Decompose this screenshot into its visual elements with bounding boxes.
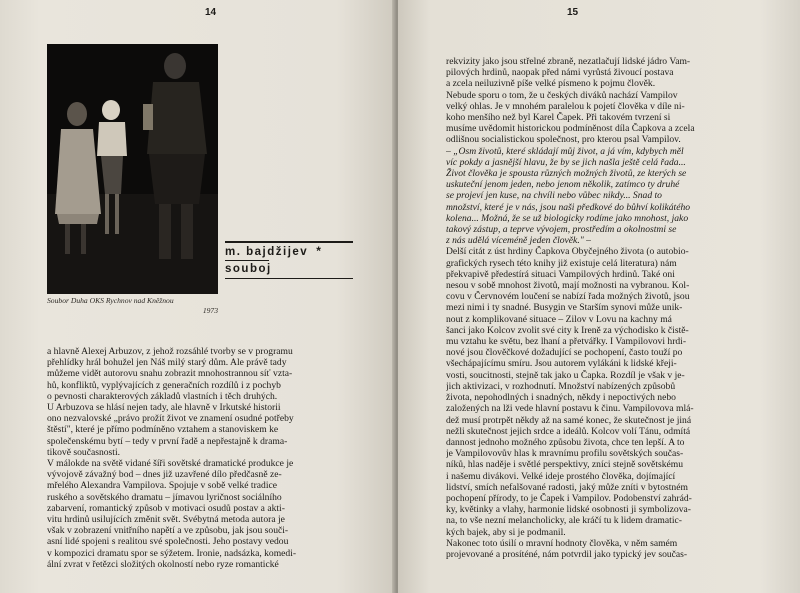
text-line: můžeme vidět autorovu snahu zobrazit mnohostrannou síť vzta- bbox=[47, 368, 293, 380]
text-line: šanci jako Kolcov zvolit své city k Ireně za východisko k čistě- bbox=[446, 324, 689, 336]
title-author-line bbox=[225, 243, 353, 260]
text-line: covu v Červnovém loučení se nabízí řada možných životů, jsou bbox=[446, 291, 690, 303]
text-line: dannost jednoho možného způsobu života, chce ten lepší. A to bbox=[446, 436, 685, 448]
text-line: společenskému bytí – tedy v první řadě a nepřestajně k drama- bbox=[47, 435, 288, 447]
text-line: koho menšího než byl Karel Čapek. Při takovém tvrzení si bbox=[446, 112, 671, 124]
caption-year: 1973 bbox=[202, 306, 218, 315]
text-line: pochopení přírody, to je Čapek i Vampilov. Podobenství zahrád- bbox=[446, 492, 692, 504]
text-line: zabarvení, romantický způsob v motivaci osudů postav a akti- bbox=[47, 502, 285, 514]
text-line: přehlídky hrál bohužel jen Náš milý starý dům. Ale právě tady bbox=[47, 357, 287, 369]
page-number-left: 14 bbox=[205, 7, 217, 18]
text-line: odlišnou socialistickou společnost, pro kterou psal Vampilov. bbox=[446, 134, 681, 146]
text-line: Nakonec toto úsilí o mravní hodnoty člověka, v něm samém bbox=[446, 537, 678, 549]
text-line: Delší citát z úst hrdiny Čapkova Obyčejného života (o autobio- bbox=[446, 246, 689, 258]
text-line: a hlavně Alexej Arbuzov, z jehož rozsáhlé tvorby se v programu bbox=[47, 346, 293, 357]
text-line: Nebude sporu o tom, že u českých diváků nachází Vampilov bbox=[446, 89, 678, 101]
text-line: V málokde na světě vidané šíři sovětské dramatické produkce je bbox=[47, 458, 294, 470]
text-line: všechápajícímu smíru. Jsou autorem vylákáni k lidské křeji- bbox=[446, 358, 677, 370]
right-page-text bbox=[446, 56, 780, 560]
play-title-box bbox=[225, 241, 353, 279]
text-line: projevované a prosíténé, nám potvrdil jako typický jev součas- bbox=[446, 548, 688, 560]
text-line: nežli skutečnost jejich srdce a ideálů. Kolcov volí Tánu, odmítá bbox=[446, 425, 691, 437]
star-icon: * bbox=[316, 244, 323, 258]
text-line: tikově současnosti. bbox=[47, 446, 121, 458]
right-page bbox=[398, 0, 800, 593]
text-line: založených na lži vede hlavní postavu k činu. Vampilovova mlá- bbox=[446, 403, 694, 415]
theatre-photo bbox=[47, 44, 218, 294]
text-line: vývojově závažný bod – dnes již uzavřené dílo předčasně ze- bbox=[47, 469, 282, 481]
text-line: U Arbuzova se hlásí nejen tady, ale hlavně v Irkutské historii bbox=[47, 402, 281, 414]
left-page bbox=[0, 0, 396, 593]
text-line: jich aktivizaci, v rozhodnutí. Množství nabízených způsobů bbox=[446, 380, 676, 392]
text-line: Život člověka je spousta různých možných životů, ze kterých se bbox=[446, 168, 687, 180]
text-line: nout z komplikované situace – Zilov v Lovu na kachny má bbox=[446, 313, 672, 325]
text-line: je Vampilovovův hlas k mravnímu profilu sovětských součas- bbox=[446, 448, 684, 460]
text-line: – „Osm životů, které skládají můj život, a já vím, kdybych měl bbox=[446, 145, 684, 157]
page-number-right: 15 bbox=[567, 7, 579, 18]
text-line: i našemu divákovi. Velké ideje prostého člověka, dojímající bbox=[446, 470, 676, 482]
title-work-line bbox=[225, 261, 353, 278]
text-line: o pevnosti charakterových základů vlastních i těch druhých. bbox=[47, 390, 278, 402]
title-rule-bottom bbox=[225, 278, 353, 279]
text-line: vosti, soucitnosti, stejně tak jako u Čapka. Rozdíl je však v je- bbox=[446, 369, 685, 381]
text-line: rekvizity jako jsou střelné zbraně, nezatlačují lidské jádro Vam- bbox=[446, 56, 691, 67]
text-line: nesou v sobě mnohost životů, mají možnosti na vybranou. Kol- bbox=[446, 280, 690, 292]
title-work: souboj bbox=[225, 263, 272, 275]
text-line: však v zobrazení vnitřního napětí a ve způsobu, jak jsou souči- bbox=[47, 525, 289, 537]
text-line: velký ohlas. Je v mnohém paralelou k pojetí člověka v díle ni- bbox=[446, 100, 685, 112]
text-line: mu vztahu ke světu, bez lhaní a přetvářky. I Vampilovovi hrdi- bbox=[446, 336, 687, 348]
text-line: v kompozici dramatu spor se sýžetem. Ironie, nadsázka, komedi- bbox=[47, 547, 297, 559]
text-line: uskuteční jenom jeden, nebo jenom několik, zatímco ty druhé bbox=[446, 179, 680, 191]
text-line: lidství, smích nefalšované radosti, jaký může zníti v bytostném bbox=[446, 481, 688, 493]
caption-text: Soubor Duha OKS Rychnov nad Kněžnou bbox=[47, 296, 174, 305]
text-line: vitu hrdinů usilujících změnit svět. Svébytná metoda autora je bbox=[47, 514, 285, 526]
text-line: ky, květinky a vlahy, harmonie lidské osobnosti ji symbolizova- bbox=[446, 504, 691, 516]
text-line: pilových hrdinů, naopak před námi vyrůstá živoucí postava bbox=[446, 67, 674, 79]
text-line: musíme uvědomit historickou podmíněnost díla Čapkova a zcela bbox=[446, 123, 695, 135]
text-line: množství, které je v nás, jsou naši předkové do bůhví kolikátého bbox=[446, 201, 691, 213]
text-line: mezi nimi i ty snadné. Busygin ve Starším synovi může unik- bbox=[446, 302, 683, 314]
text-line: nové jsou člověčkové dožadující se pochopení, často touží po bbox=[446, 347, 683, 359]
text-line: hů, konfliktů, vyplývajících z generačních rozdílů i z pochyb bbox=[47, 379, 281, 391]
text-line: dež musí protrpět někdy až na samé konec, že skutečnost je jiná bbox=[446, 414, 692, 426]
text-line: kých bajek, aby si je podmanil. bbox=[446, 526, 566, 538]
text-line: štěstí", které je přímo podmíněno vztahem a stanoviskem ke bbox=[47, 424, 279, 436]
text-line: mřelého Alexandra Vampilova. Spojuje v sobě velké tradice bbox=[47, 480, 278, 492]
text-line: asní lidé spojeni s realitou své společnosti. Jeho postavy vedou bbox=[47, 536, 289, 548]
text-line: kolena... Možná, že se už biologicky rodíme jako mnohost, jako bbox=[446, 212, 689, 224]
text-line: překvapivě předestírá situaci Vampilových hrdinů. Také oni bbox=[446, 268, 675, 280]
text-line: níků, hlas naděje i světlé perspektivy, zníci stejně sovětskému bbox=[446, 459, 684, 471]
text-line: na, to vše nezní melancholicky, ale kráčí tu k lidem dramatic- bbox=[446, 515, 682, 527]
text-line: ruského a sovětského dramatu – jímavou lyričnost sociálního bbox=[47, 491, 282, 503]
text-line: ální zvrat v řetězci složitých okolností nebo ryze romantické bbox=[47, 558, 279, 570]
title-author: m. bajdžijev bbox=[225, 246, 309, 258]
text-line: života, nepohodlných i snadných, někdy i nepoctivých nebo bbox=[446, 392, 676, 404]
photo-caption bbox=[47, 296, 222, 316]
text-line: víc pokdy a jasnější hlavu, že by se jich našla ještě celá řada... bbox=[446, 156, 686, 168]
left-page-text bbox=[47, 346, 357, 570]
theatre-photo-image bbox=[47, 44, 218, 294]
text-line: a zcela neiluzivně píše velké písmeno k pojmu člověk. bbox=[446, 78, 656, 90]
text-line: takový zástup, a teprve vývojem, prostředím a okolnostmi se bbox=[446, 224, 677, 236]
text-line: se projeví jen kuse, na chvíli nebo vůbec nikdy... Snad to bbox=[446, 190, 662, 202]
text-line: grafických rysech této knihy již existuje celá literatura) nám bbox=[446, 257, 677, 269]
text-line: ono nezvalovské „právo prožít život ve znamení osudné potřeby bbox=[47, 413, 294, 425]
text-line: z nás udělá víceméně jeden člověk." – bbox=[446, 235, 591, 247]
